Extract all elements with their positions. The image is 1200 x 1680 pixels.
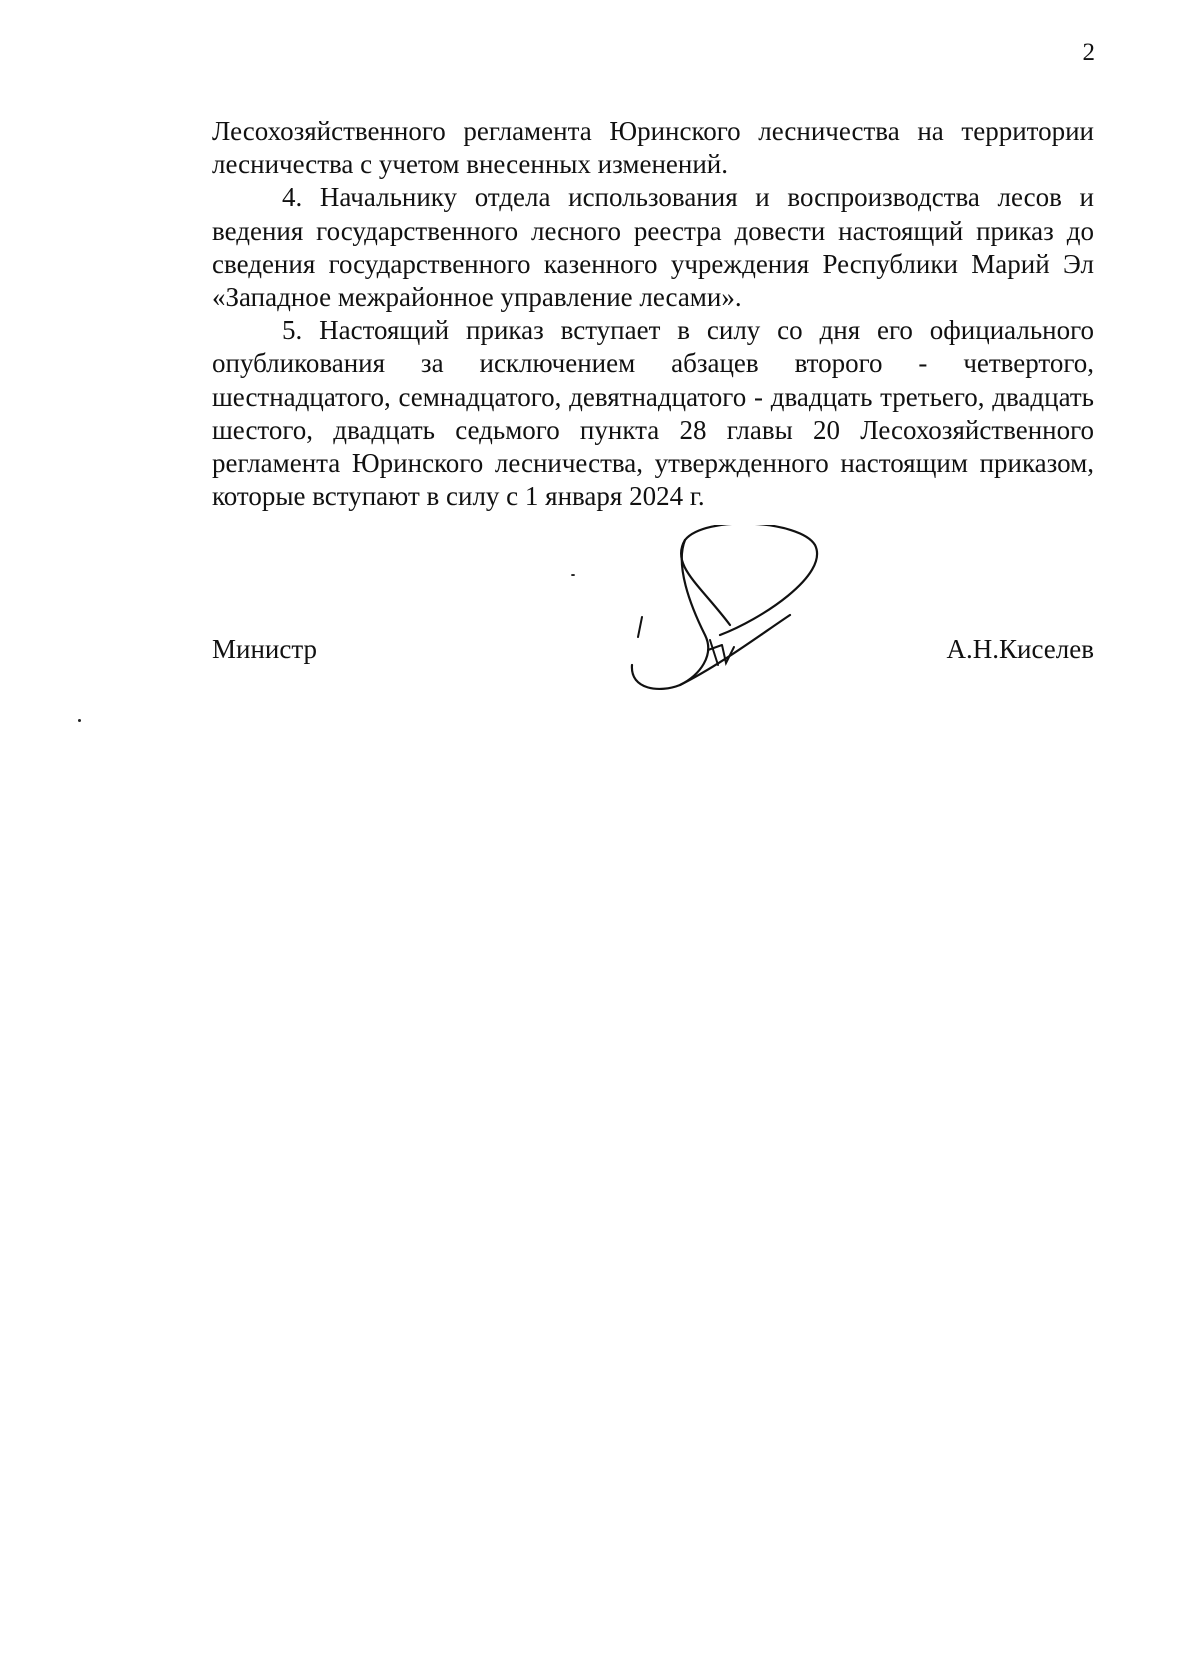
signature-block [212,633,1094,673]
signer-title: Министр [212,634,317,664]
paragraph-item-5: 5. Настоящий приказ вступает в силу со дня его официального опубликования за исключением абзацев второго - четвертого, шестнадцатого, семнадцатого, девятнадцатого - двадцать третьего, двадцать шестого, двадцать седьмого пункта 28 главы 20 Лесохозяйственного регламента Юринского лесничества, утвержденного настоящим приказом, которые вступают в силу с 1 января 2024 г. [212,315,1094,512]
signer-name: А.Н.Киселев [946,634,1094,664]
page-number: 2 [1082,39,1095,66]
scan-speck [571,574,575,576]
paragraph-continuation: Лесохозяйственного регламента Юринского лесничества на территории лесничества с учетом внесенных изменений. [212,116,1094,180]
paragraph-item-4: 4. Начальнику отдела использования и воспроизводства лесов и ведения государственного лесного реестра довести настоящий приказ до сведения государственного казенного учреждения Республики Марий Эл «Западное межрайонное управление лесами». [212,182,1094,313]
document-body [212,115,1094,513]
scan-speck [78,719,81,722]
handwritten-signature [630,525,890,730]
